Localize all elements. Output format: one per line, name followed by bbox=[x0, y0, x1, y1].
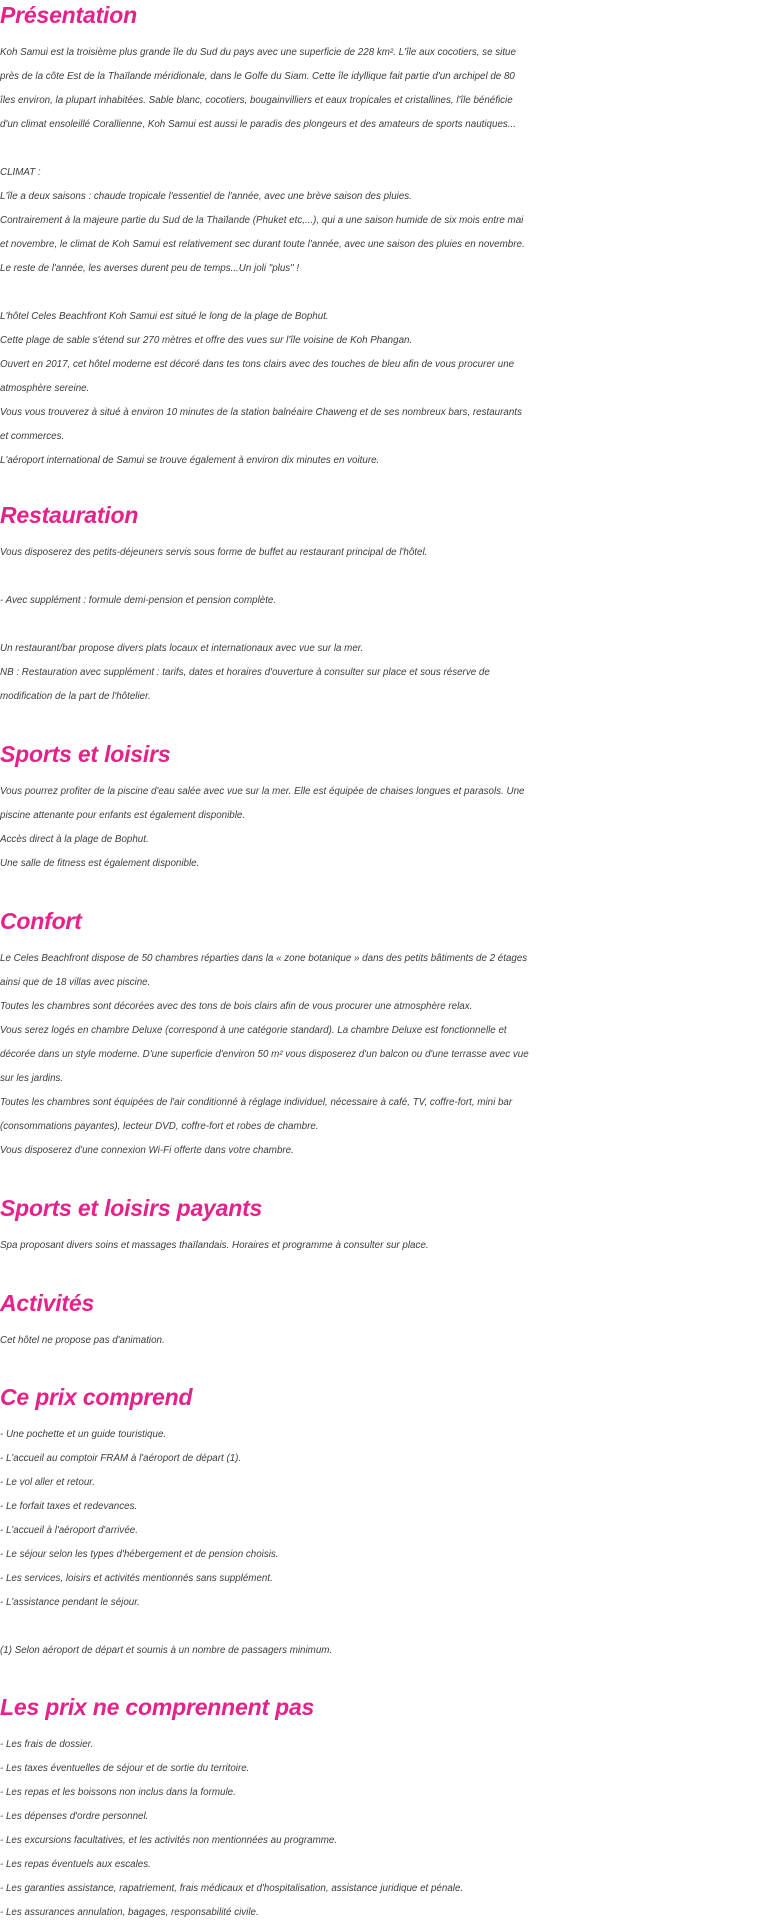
text-line: Spa proposant divers soins et massages thaïlandais. Horaires et programme à consulter sur place. bbox=[0, 1240, 429, 1251]
section-title: Sports et loisirs payants bbox=[0, 1195, 263, 1221]
section-ce-prix-comprend bbox=[0, 1382, 758, 1663]
text-line: - Les assurances annulation, bagages, responsabilité civile. bbox=[0, 1907, 259, 1918]
text-line: (consommations payantes), lecteur DVD, coffre-fort et robes de chambre. bbox=[0, 1121, 319, 1132]
text-line: - Les taxes éventuelles de séjour et de sortie du territoire. bbox=[0, 1763, 250, 1774]
text-line: Une salle de fitness est également disponible. bbox=[0, 858, 200, 869]
paragraph-spacer bbox=[0, 1615, 758, 1639]
text-line: - Les garanties assistance, rapatriement, frais médicaux et d'hospitalisation, assistance juridique et pénale. bbox=[0, 1883, 464, 1894]
text-line: Toutes les chambres sont équipées de l'air conditionné à réglage individuel, nécessaire à café, TV, coffre-fort, mini bar bbox=[0, 1097, 513, 1108]
section-body bbox=[0, 41, 758, 473]
text-line: près de la côte Est de la Thaïlande méridionale, dans le Golfe du Siam. Cette île idyllique fait partie d'un archipel de 80 bbox=[0, 71, 515, 82]
section-body bbox=[0, 1423, 758, 1663]
text-line: - L'assistance pendant le séjour. bbox=[0, 1597, 140, 1608]
text-line: Le reste de l'année, les averses durent peu de temps...Un joli "plus" ! bbox=[0, 263, 300, 274]
text-line: Un restaurant/bar propose divers plats locaux et internationaux avec vue sur la mer. bbox=[0, 643, 364, 654]
section-title: Ce prix comprend bbox=[0, 1384, 193, 1410]
text-line: d'un climat ensoleillé Corallienne, Koh Samui est aussi le paradis des plongeurs et des amateurs de sports nautiques... bbox=[0, 119, 516, 130]
text-line: ainsi que de 18 villas avec piscine. bbox=[0, 977, 151, 988]
section-body bbox=[0, 1234, 758, 1258]
text-line: et novembre, le climat de Koh Samui est relativement sec durant toute l'année, avec une saison des pluies en novembre. bbox=[0, 239, 525, 250]
section-activites bbox=[0, 1288, 758, 1353]
section-sports-et-loisirs bbox=[0, 739, 758, 876]
text-line: - Les frais de dossier. bbox=[0, 1739, 94, 1750]
text-line: - Les excursions facultatives, et les activités non mentionnées au programme. bbox=[0, 1835, 338, 1846]
text-line: Cet hôtel ne propose pas d'animation. bbox=[0, 1335, 165, 1346]
text-line: décorée dans un style moderne. D'une superficie d'environ 50 m² vous disposerez d'un balcon ou d'une terrasse avec vue bbox=[0, 1049, 529, 1060]
text-line: Contrairement à la majeure partie du Sud de la Thaïlande (Phuket etc,...), qui a une saison humide de six mois entre mai bbox=[0, 215, 524, 226]
text-line: modification de la part de l'hôtelier. bbox=[0, 691, 151, 702]
text-line: atmosphère sereine. bbox=[0, 383, 90, 394]
text-line: Toutes les chambres sont décorées avec des tons de bois clairs afin de vous procurer une atmosphère relax. bbox=[0, 1001, 473, 1012]
text-line: Vous pourrez profiter de la piscine d'eau salée avec vue sur la mer. Elle est équipée de chaises longues et parasols. Une bbox=[0, 786, 525, 797]
section-title: Sports et loisirs bbox=[0, 741, 171, 767]
section-presentation bbox=[0, 0, 758, 473]
text-line: sur les jardins. bbox=[0, 1073, 64, 1084]
text-line: îles environ, la plupart inhabitées. Sable blanc, cocotiers, bougainvilliers et eaux tropicales et cristallines, l'île bénéficie bbox=[0, 95, 513, 106]
section-body bbox=[0, 541, 758, 709]
text-line: piscine attenante pour enfants est également disponible. bbox=[0, 810, 246, 821]
text-line: et commerces. bbox=[0, 431, 65, 442]
text-line: - Le vol aller et retour. bbox=[0, 1477, 95, 1488]
text-line: (1) Selon aéroport de départ et soumis à un nombre de passagers minimum. bbox=[0, 1645, 333, 1656]
paragraph-spacer bbox=[0, 137, 758, 161]
section-title: Activités bbox=[0, 1290, 95, 1316]
text-line: - Les repas éventuels aux escales. bbox=[0, 1859, 151, 1870]
text-line: Koh Samui est la troisième plus grande île du Sud du pays avec une superficie de 228 km². L'île aux cocotiers, se situe bbox=[0, 47, 516, 58]
text-line: L'aéroport international de Samui se trouve également à environ dix minutes en voiture. bbox=[0, 455, 380, 466]
text-line: L'hôtel Celes Beachfront Koh Samui est situé le long de la plage de Bophut. bbox=[0, 311, 329, 322]
section-body bbox=[0, 1733, 758, 1925]
text-line: Le Celes Beachfront dispose de 50 chambres réparties dans la « zone botanique » dans des petits bâtiments de 2 étages bbox=[0, 953, 528, 964]
text-line: CLIMAT : bbox=[0, 167, 41, 178]
section-title: Confort bbox=[0, 908, 82, 934]
text-line: - L'accueil à l'aéroport d'arrivée. bbox=[0, 1525, 138, 1536]
text-line: Vous vous trouverez à situé à environ 10 minutes de la station balnéaire Chaweng et de ses nombreux bars, restaurants bbox=[0, 407, 522, 418]
text-line: - Les services, loisirs et activités mentionnés sans supplément. bbox=[0, 1573, 273, 1584]
section-les-prix-ne-comprennent-pas bbox=[0, 1692, 758, 1925]
section-body bbox=[0, 1329, 758, 1353]
text-line: - Une pochette et un guide touristique. bbox=[0, 1429, 167, 1440]
section-title: Présentation bbox=[0, 2, 137, 28]
text-line: - Les repas et les boissons non inclus dans la formule. bbox=[0, 1787, 236, 1798]
text-line: - Le forfait taxes et redevances. bbox=[0, 1501, 138, 1512]
text-line: - L'accueil au comptoir FRAM à l'aéroport de départ (1). bbox=[0, 1453, 242, 1464]
section-body bbox=[0, 947, 758, 1163]
section-sports-et-loisirs-payants bbox=[0, 1193, 758, 1258]
text-line: Vous serez logés en chambre Deluxe (correspond à une catégorie standard). La chambre Deluxe est fonctionnelle et bbox=[0, 1025, 507, 1036]
text-line: - Avec supplément : formule demi-pension et pension complète. bbox=[0, 595, 277, 606]
text-line: NB : Restauration avec supplément : tarifs, dates et horaires d'ouverture à consulter sur place et sous réserve de bbox=[0, 667, 490, 678]
text-line: Cette plage de sable s'étend sur 270 mètres et offre des vues sur l'île voisine de Koh Phangan. bbox=[0, 335, 413, 346]
paragraph-spacer bbox=[0, 565, 758, 589]
text-line: Ouvert en 2017, cet hôtel moderne est décoré dans tes tons clairs avec des touches de bleu afin de vous procurer une bbox=[0, 359, 515, 370]
text-line: - Le séjour selon les types d'hébergement et de pension choisis. bbox=[0, 1549, 279, 1560]
section-title: Les prix ne comprennent pas bbox=[0, 1694, 315, 1720]
section-restauration bbox=[0, 500, 758, 709]
text-line: Vous disposerez d'une connexion Wi-Fi offerte dans votre chambre. bbox=[0, 1145, 294, 1156]
text-line: Vous disposerez des petits-déjeuners servis sous forme de buffet au restaurant principal de l'hôtel. bbox=[0, 547, 428, 558]
section-title: Restauration bbox=[0, 502, 139, 528]
text-line: L'île a deux saisons : chaude tropicale l'essentiel de l'année, avec une brève saison des pluies. bbox=[0, 191, 412, 202]
text-line: - Les dépenses d'ordre personnel. bbox=[0, 1811, 149, 1822]
text-line: Accès direct à la plage de Bophut. bbox=[0, 834, 149, 845]
paragraph-spacer bbox=[0, 613, 758, 637]
section-body bbox=[0, 780, 758, 876]
paragraph-spacer bbox=[0, 281, 758, 305]
section-confort bbox=[0, 906, 758, 1163]
